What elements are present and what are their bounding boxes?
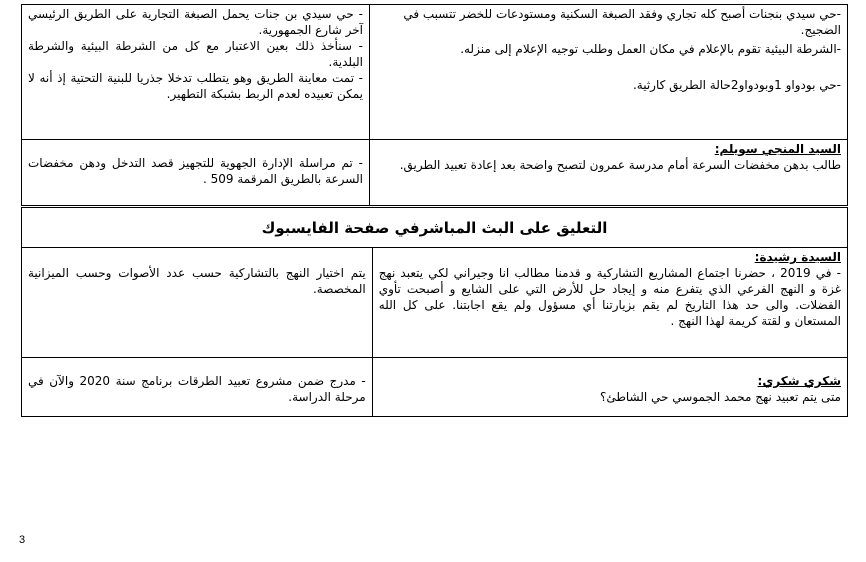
table-row xyxy=(22,248,848,358)
response-text: - تم مراسلة الإدارة الجهوية للتجهيز قصد التدخل ودهن مخفضات السرعة بالطريق المرقمة 509 . xyxy=(28,156,363,186)
response-cell xyxy=(22,5,370,140)
speaker-name: السيدة رشيدة: xyxy=(754,250,841,264)
response-cell xyxy=(22,248,373,358)
response-cell xyxy=(22,358,373,417)
complaint-line: -الشرطة البيئية تقوم بالإعلام في مكان العمل وطلب توجيه الإعلام إلى منزله. xyxy=(460,42,841,56)
table-row xyxy=(22,140,848,206)
complaint-text: متى يتم تعبيد نهج محمد الجموسي حي الشاطئ؟ xyxy=(599,390,841,404)
complaint-text: طالب بدهن مخفضات السرعة أمام مدرسة عمرون لتصبح واضحة بعد إعادة تعبيد الطريق. xyxy=(399,158,841,172)
section-heading: التعليق على البث المباشرفي صفحة الفايسبوك xyxy=(22,208,848,248)
minutes-table-facebook xyxy=(21,207,848,417)
complaint-cell xyxy=(370,140,848,206)
speaker-name: السيد المنجي سويلم: xyxy=(714,142,841,156)
response-text: - مدرج ضمن مشروع تعبيد الطرقات برنامج سنة 2020 والآن في مرحلة الدراسة. xyxy=(28,374,366,404)
response-cell xyxy=(22,140,370,206)
complaint-cell xyxy=(372,248,847,358)
response-line: - حي سيدي بن جنات يحمل الصبغة التجارية على الطريق الرئيسي آخر شارع الجمهورية. xyxy=(28,7,363,37)
complaint-cell xyxy=(370,5,848,140)
table-row xyxy=(22,358,848,417)
response-line: - سنأخذ ذلك بعين الاعتبار مع كل من الشرطة البيئية والشرطة البلدية. xyxy=(28,39,363,69)
minutes-table-top xyxy=(21,4,848,206)
complaint-text: - في 2019 ، حضرنا اجتماع المشاريع التشاركية و قدمنا مطالب انا وجيراني لكي يتعبد نهج غزة و النهج الفرعي الذي يتفرع منه و إيجاد حل للأرض التي على الشايع و أصبحت تأوي الفضلات. والى حد هذا التاريخ لم يقم بزيارتنا أي مسؤول ولم يقع اجابتنا. على كل الله المستعان و لقتة كريمة لهذا النهج . xyxy=(378,266,842,328)
table-row xyxy=(22,208,848,248)
page-number: 3 xyxy=(19,534,26,546)
response-text: يتم اختيار النهج بالتشاركية حسب عدد الأصوات وحسب الميزانية المخصصة. xyxy=(28,266,366,296)
complaint-line: -حي سيدي بنجنات أصبح كله تجاري وفقد الصبغة السكنية ومستودعات للخضر تتسبب في الضجيج. xyxy=(403,7,841,37)
complaint-cell xyxy=(372,358,847,417)
response-line: - تمت معاينة الطريق وهو يتطلب تدخلا جذريا للبنية التحتية إذ أنه لا يمكن تعبيده لعدم الربط بشبكة التطهير. xyxy=(28,71,363,101)
speaker-name: شكري شكري: xyxy=(757,374,841,388)
complaint-line: -حي بودواو 1وبودواو2حالة الطريق كارثية. xyxy=(632,78,841,92)
table-row xyxy=(22,5,848,140)
